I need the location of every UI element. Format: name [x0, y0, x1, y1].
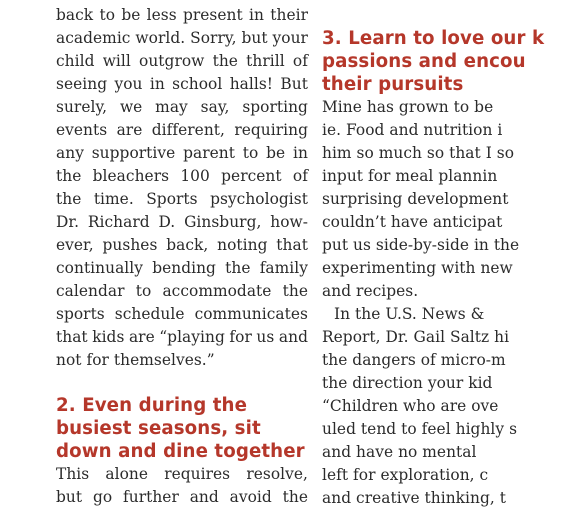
word: thrill: [246, 52, 285, 70]
word: pushes: [102, 236, 158, 254]
word: to: [135, 282, 152, 300]
word: “playing: [159, 328, 225, 346]
word: requires: [164, 465, 231, 483]
body-line: [56, 303, 308, 326]
word: different,: [151, 121, 225, 139]
word: back: [56, 6, 94, 24]
word: alone: [105, 465, 149, 483]
word: But: [280, 75, 308, 93]
body-line: the dangers of micro-m: [322, 351, 506, 369]
word: any: [56, 144, 84, 162]
word: present: [182, 6, 243, 24]
body-line: left for exploration, c: [322, 466, 489, 484]
word: their: [270, 6, 308, 24]
word: we: [119, 98, 143, 116]
word: seeing: [56, 75, 108, 93]
word: halls!: [229, 75, 274, 93]
body-line: surprising development: [322, 190, 509, 208]
body-line: and recipes.: [322, 282, 419, 300]
body-line: [56, 257, 308, 280]
word: child: [56, 52, 95, 70]
section-2-heading: busiest seasons, sit: [56, 418, 261, 439]
word: but: [241, 29, 268, 47]
body-line: Mine has grown to be: [322, 98, 494, 116]
word: resolve,: [246, 465, 308, 483]
body-line: [56, 234, 308, 257]
word: events: [56, 121, 108, 139]
word: in: [249, 6, 264, 24]
word: school: [172, 75, 223, 93]
word: schedule: [114, 305, 185, 323]
body-line: ie. Food and nutrition i: [322, 121, 503, 139]
word: in: [149, 75, 165, 93]
body-line: [56, 326, 308, 349]
word: go: [92, 488, 113, 506]
body-line: [56, 142, 308, 165]
body-line: put us side-by-side in the: [322, 236, 520, 254]
word: family: [259, 259, 308, 277]
body-line: [56, 165, 308, 188]
word: your: [272, 29, 308, 47]
body-line: [56, 280, 308, 303]
word: and: [189, 488, 219, 506]
word: kids: [92, 328, 125, 346]
word: academic: [56, 29, 131, 47]
word: say,: [200, 98, 230, 116]
body-line: experimenting with new: [322, 259, 513, 277]
word: for: [229, 328, 252, 346]
word: that: [276, 236, 308, 254]
body-line: [56, 27, 308, 50]
word: Ginsburg,: [184, 213, 262, 231]
word: of: [292, 52, 308, 70]
word: parent: [183, 144, 235, 162]
word: may: [155, 98, 188, 116]
word: and: [278, 328, 308, 346]
body-line: [56, 463, 308, 486]
section-2-heading: 2. Even during the: [56, 395, 248, 416]
word: back,: [166, 236, 209, 254]
word: communicates: [194, 305, 308, 323]
word: 100: [180, 167, 210, 185]
body-line: [56, 188, 308, 211]
body-line: [56, 211, 308, 234]
word: requiring: [234, 121, 308, 139]
word: you: [114, 75, 143, 93]
word: This: [56, 465, 90, 483]
body-line: [56, 96, 308, 119]
word: in: [293, 144, 308, 162]
word: us: [256, 328, 275, 346]
word: noting: [217, 236, 268, 254]
word: but: [56, 488, 83, 506]
section-3-heading: their pursuits: [322, 74, 464, 95]
word: psychologist: [210, 190, 308, 208]
body-line: couldn’t have anticipat: [322, 213, 503, 231]
word: less: [146, 6, 177, 24]
word: accommodate: [162, 282, 272, 300]
word: ever,: [56, 236, 94, 254]
section-2-heading: down and dine together: [56, 441, 305, 462]
word: outgrow: [139, 52, 205, 70]
word: bleachers: [92, 167, 170, 185]
body-line: uled tend to feel highly s: [322, 420, 518, 438]
word: D.: [158, 213, 176, 231]
word: Sports: [146, 190, 198, 208]
body-line: the direction your kid: [322, 374, 493, 392]
body-line: Report, Dr. Gail Saltz hi: [322, 328, 510, 346]
word: supportive: [91, 144, 176, 162]
word: further: [122, 488, 179, 506]
word: how-: [270, 213, 308, 231]
body-line: [56, 50, 308, 73]
word: sports: [56, 305, 105, 323]
word: be: [266, 144, 286, 162]
word: will: [102, 52, 131, 70]
word: Richard: [87, 213, 150, 231]
word: sporting: [242, 98, 308, 116]
body-line: and have no mental: [322, 443, 477, 461]
word: the: [225, 259, 251, 277]
word: Sorry,: [190, 29, 237, 47]
word: bending: [152, 259, 216, 277]
word: surely,: [56, 98, 108, 116]
word: percent: [221, 167, 282, 185]
word: time.: [93, 190, 134, 208]
body-line: and creative thinking, t: [322, 489, 507, 507]
word: of: [292, 167, 308, 185]
word: the: [56, 167, 82, 185]
body-line: him so much so that I so: [322, 144, 515, 162]
word: be: [121, 6, 141, 24]
word: the: [282, 282, 308, 300]
word: continually: [56, 259, 143, 277]
word: avoid: [229, 488, 272, 506]
section-3-heading: 3. Learn to love our k: [322, 28, 545, 49]
word: world.: [135, 29, 186, 47]
word: the: [282, 488, 308, 506]
word: calendar: [56, 282, 125, 300]
body-line: [56, 4, 308, 27]
word: to: [242, 144, 259, 162]
word: to: [99, 6, 116, 24]
body-line: “Children who are ove: [322, 397, 499, 415]
section-3-heading: passions and encou: [322, 51, 526, 72]
word: Dr.: [56, 213, 80, 231]
word: that: [56, 328, 88, 346]
word: the: [212, 52, 238, 70]
word: the: [56, 190, 82, 208]
body-line: [56, 486, 308, 509]
body-line: input for meal plannin: [322, 167, 498, 185]
body-line: [56, 119, 308, 142]
body-line: not for themselves.”: [56, 351, 215, 369]
body-line: In the U.S. News &: [334, 305, 485, 323]
body-line: [56, 73, 308, 96]
word: are: [116, 121, 143, 139]
word: are: [128, 328, 155, 346]
